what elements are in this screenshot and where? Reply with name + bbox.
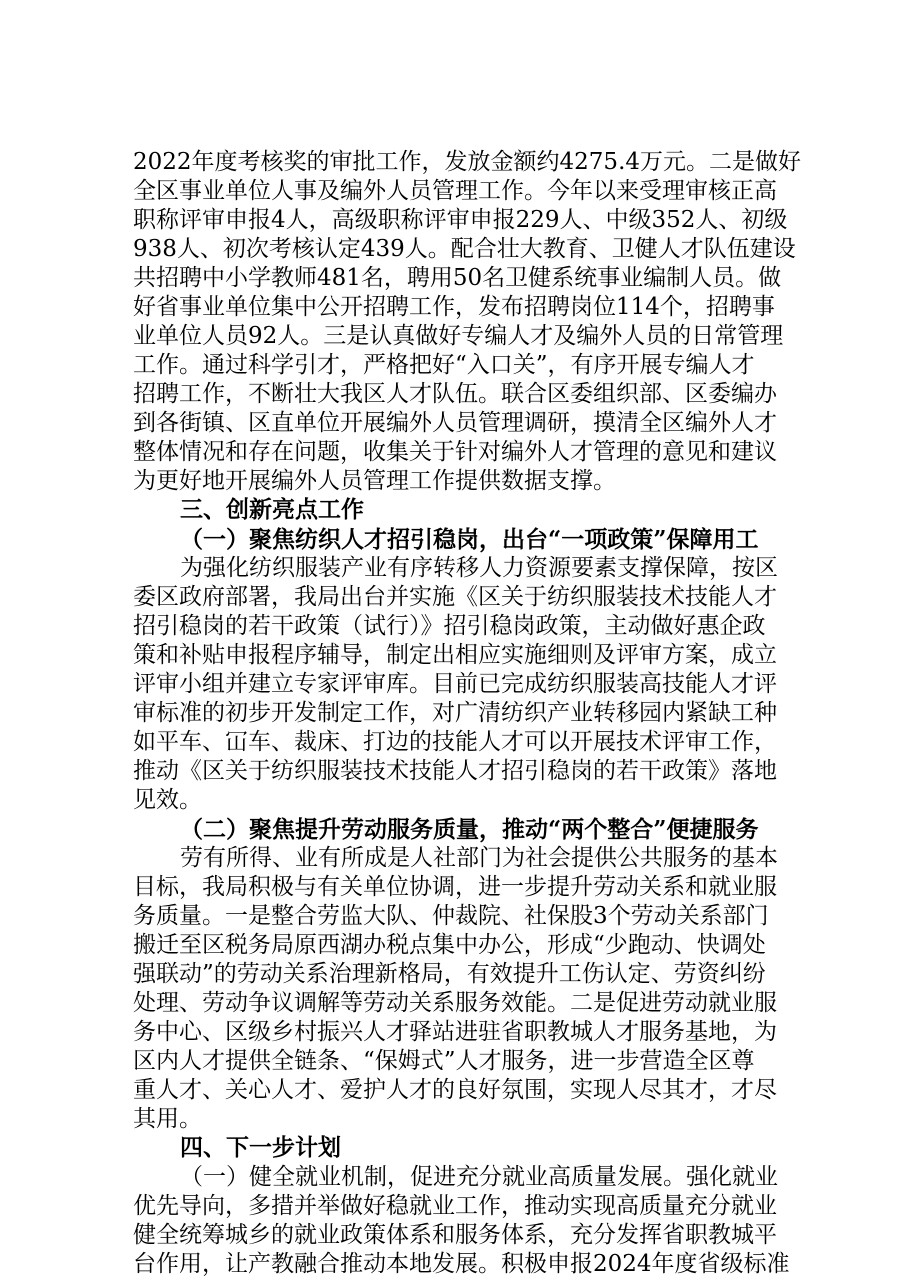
paragraph-line: 区内人才提供全链条、“保姆式”人才服务，进一步营造全区尊 [133,1048,755,1074]
paragraph-line: 好省事业单位集中公开招聘工作，发布招聘岗位114个，招聘事 [133,294,775,320]
paragraph-line: 见效。 [133,787,202,813]
paragraph-line: 整体情况和存在问题，收集关于针对编外人才管理的意见和建议 [133,439,777,465]
paragraph-line: 台作用，让产教融合推动本地发展。积极申报2024年度省级标准 [133,1251,790,1277]
paragraph-line: 工作。通过科学引才，严格把好“入口关”，有序开展专编人才 [133,352,755,378]
paragraph-line: 处理、劳动争议调解等劳动关系服务效能。二是促进劳动就业服 [133,990,777,1016]
paragraph-line: 搬迁至区税务局原西湖办税点集中办公，形成“少跑动、快调处 [133,932,766,958]
paragraph-line: 优先导向，多措并举做好稳就业工作，推动实现高质量充分就业 [133,1193,777,1219]
paragraph-line: 2022年度考核奖的审批工作，发放金额约4275.4万元。二是做好 [133,149,802,175]
paragraph-line: 评审小组并建立专家评审库。目前已完成纺织服装高技能人才评 [133,671,777,697]
paragraph-line: 健全统筹城乡的就业政策体系和服务体系，充分发挥省职教城平 [133,1222,777,1248]
paragraph-line: （一）健全就业机制，促进充分就业高质量发展。强化就业 [180,1164,778,1190]
paragraph-line: 强联动”的劳动关系治理新格局，有效提升工伤认定、劳资纠纷 [133,961,766,987]
paragraph-line: 职称评审申报4人，高级职称评审申报229人、中级352人、初级 [133,207,788,233]
paragraph-line: 策和补贴申报程序辅导，制定出相应实施细则及评审方案，成立 [133,642,777,668]
paragraph-line: 务质量。一是整合劳监大队、仲裁院、社保股3个劳动关系部门 [133,903,769,929]
paragraph-line: 共招聘中小学教师481名，聘用50名卫健系统事业编制人员。做 [133,265,782,291]
paragraph-line: 重人才、关心人才、爱护人才的良好氛围，实现人尽其才，才尽 [133,1077,777,1103]
paragraph-line: 推动《区关于纺织服装技术技能人才招引稳岗的若干政策》落地 [133,758,777,784]
subsection-heading: （二）聚焦提升劳动服务质量，推动“两个整合”便捷服务 [180,816,759,843]
paragraph-line: 到各街镇、区直单位开展编外人员管理调研，摸清全区编外人才 [133,410,777,436]
paragraph-line: 务中心、区级乡村振兴人才驿站进驻省职教城人才服务基地，为 [133,1019,777,1045]
section-heading: 四、下一步计划 [180,1135,341,1161]
section-heading: 三、创新亮点工作 [180,497,364,523]
paragraph-line: 招引稳岗的若干政策（试行）》招引稳岗政策，主动做好惠企政 [133,613,766,639]
paragraph-line: 如平车、冚车、裁床、打边的技能人才可以开展技术评审工作， [133,729,777,755]
subsection-heading: （一）聚焦纺织人才招引稳岗，出台“一项政策”保障用工 [180,526,759,553]
paragraph-line: 委区政府部署，我局出台并实施《区关于纺织服装技术技能人才 [133,584,777,610]
paragraph-line: 劳有所得、业有所成是人社部门为社会提供公共服务的基本 [180,845,778,871]
paragraph-line: 其用。 [133,1106,202,1132]
paragraph-line: 全区事业单位人事及编外人员管理工作。今年以来受理审核正高 [133,178,777,204]
paragraph-line: 招聘工作，不断壮大我区人才队伍。联合区委组织部、区委编办 [133,381,777,407]
paragraph-line: 审标准的初步开发制定工作，对广清纺织产业转移园内紧缺工种 [133,700,777,726]
paragraph-line: 938人、初次考核认定439人。配合壮大教育、卫健人才队伍建设 [133,236,796,262]
paragraph-line: 为更好地开展编外人员管理工作提供数据支撑。 [133,468,616,494]
paragraph-line: 目标，我局积极与有关单位协调，进一步提升劳动关系和就业服 [133,874,777,900]
paragraph-line: 为强化纺织服装产业有序转移人力资源要素支撑保障，按区 [180,555,778,581]
paragraph-line: 业单位人员92人。三是认真做好专编人才及编外人员的日常管理 [133,323,784,349]
